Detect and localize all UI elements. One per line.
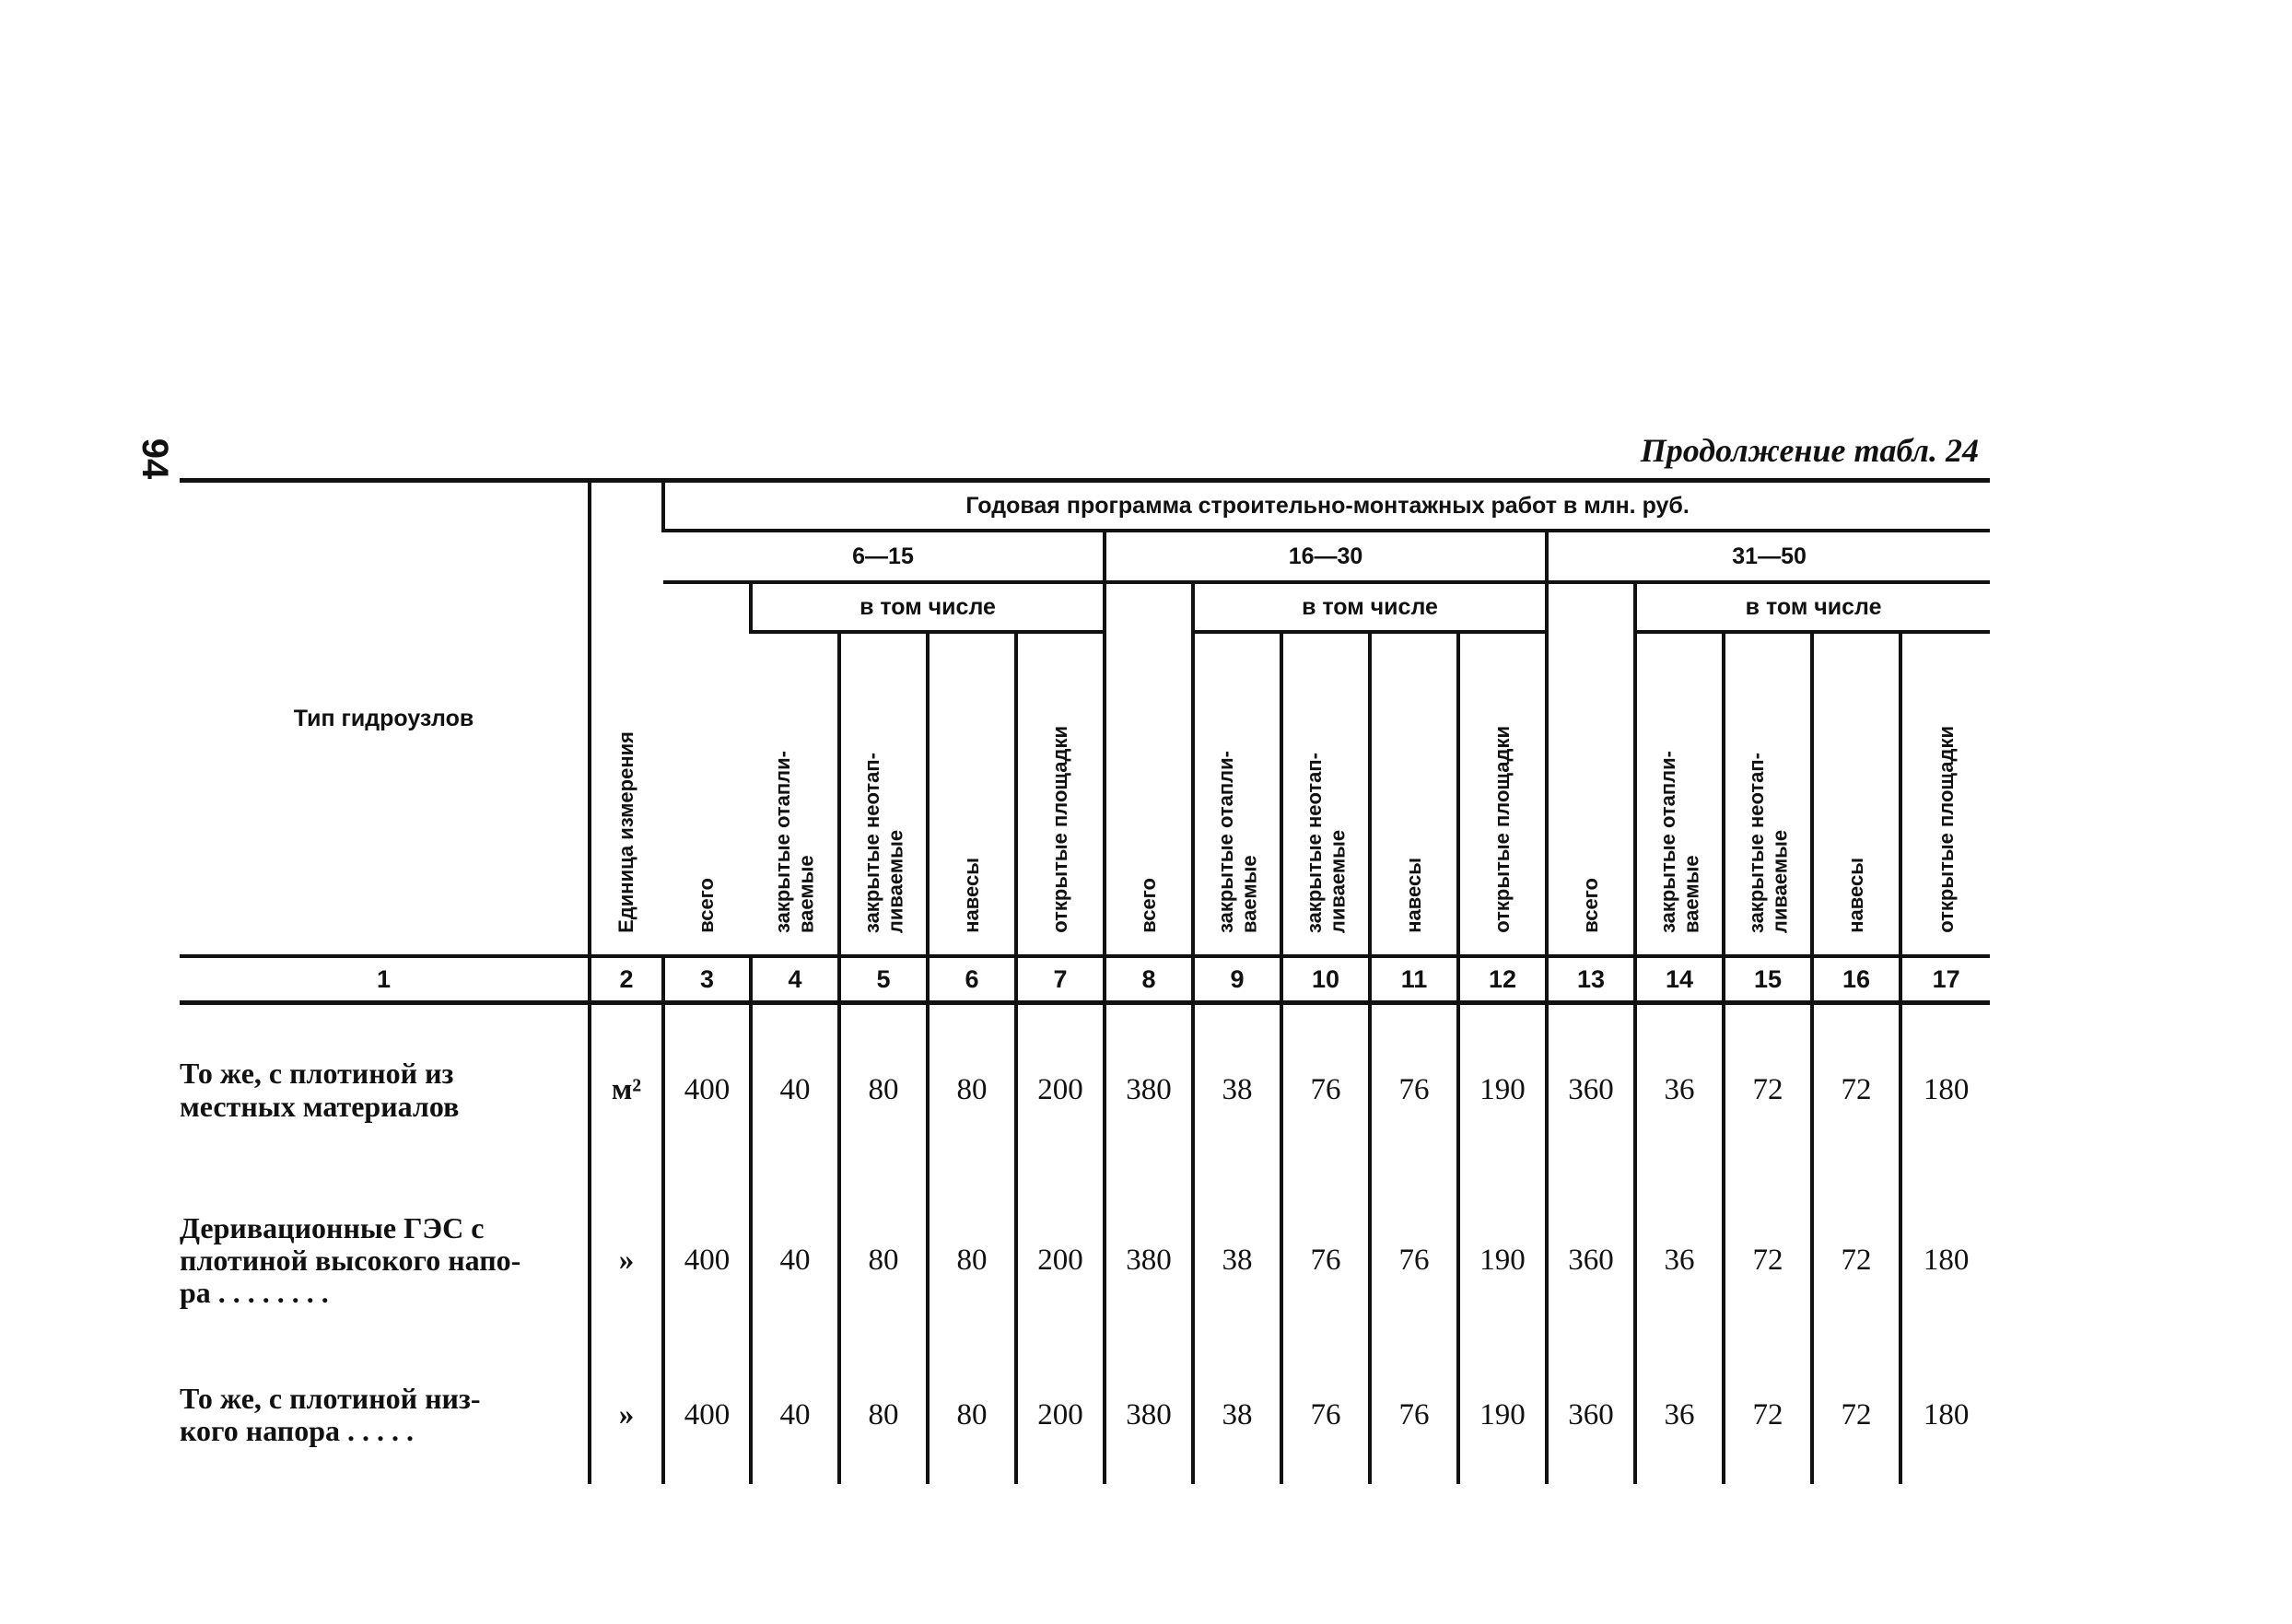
header-total: всего — [1105, 582, 1193, 956]
table-cell: 76 — [1370, 1346, 1458, 1484]
row-unit: » — [590, 1346, 663, 1484]
table-cell: 80 — [839, 1175, 928, 1346]
table-cell: 400 — [663, 1003, 751, 1176]
table-cell: 38 — [1193, 1003, 1281, 1176]
header-open: открытые площадки — [1900, 632, 1990, 956]
table-cell: 180 — [1900, 1003, 1990, 1176]
column-number: 15 — [1724, 956, 1812, 1003]
table-cell: 36 — [1635, 1175, 1724, 1346]
header-including: в том числе — [751, 582, 1105, 632]
header-sheds: навесы — [1370, 632, 1458, 956]
page-number: 94 — [134, 438, 175, 480]
column-number: 8 — [1105, 956, 1193, 1003]
header-range-1: 6—15 — [663, 531, 1105, 582]
column-number: 17 — [1900, 956, 1990, 1003]
table-cell: 36 — [1635, 1346, 1724, 1484]
column-number-row — [180, 956, 1990, 1003]
row-unit: м² — [590, 1003, 663, 1176]
table-cell: 36 — [1635, 1003, 1724, 1176]
table-cell: 360 — [1547, 1346, 1635, 1484]
header-including: в том числе — [1635, 582, 1990, 632]
table-cell: 400 — [663, 1175, 751, 1346]
row-label: То же, с плотиной низ- кого напора . . . . . — [180, 1381, 481, 1447]
table-cell: 80 — [928, 1346, 1016, 1484]
table-cell: 80 — [928, 1175, 1016, 1346]
table-cell: 76 — [1281, 1175, 1370, 1346]
header-unheated: закрытые неотап- ливаемые — [839, 632, 928, 956]
header-including: в том числе — [1193, 582, 1547, 632]
header-sheds: навесы — [1812, 632, 1900, 956]
header-range-3: 31—50 — [1547, 531, 1990, 582]
table-cell: 40 — [751, 1346, 839, 1484]
header-sheds: навесы — [928, 632, 1016, 956]
header-group-title: Годовая программа строительно-монтажных работ в млн. руб. — [663, 481, 1990, 532]
table-row — [180, 1346, 1990, 1484]
column-number: 2 — [590, 956, 663, 1003]
column-number: 3 — [663, 956, 751, 1003]
column-number: 6 — [928, 956, 1016, 1003]
table-cell: 40 — [751, 1003, 839, 1176]
column-number: 13 — [1547, 956, 1635, 1003]
table-cell: 380 — [1105, 1003, 1193, 1176]
column-number: 12 — [1458, 956, 1547, 1003]
table-cell: 72 — [1812, 1346, 1900, 1484]
header-unheated: закрытые неотап- ливаемые — [1724, 632, 1812, 956]
header-open: открытые площадки — [1458, 632, 1547, 956]
table-cell: 38 — [1193, 1175, 1281, 1346]
table-cell: 72 — [1724, 1175, 1812, 1346]
table-cell: 190 — [1458, 1175, 1547, 1346]
header-total: всего — [1547, 582, 1635, 956]
table-cell: 400 — [663, 1346, 751, 1484]
table-continuation-caption: Продолжение табл. 24 — [1640, 432, 1979, 469]
header-unheated: закрытые неотап- ливаемые — [1281, 632, 1370, 956]
column-number: 1 — [180, 956, 590, 1003]
table-cell: 360 — [1547, 1175, 1635, 1346]
table-cell: 72 — [1812, 1175, 1900, 1346]
table-cell: 180 — [1900, 1346, 1990, 1484]
table-cell: 38 — [1193, 1346, 1281, 1484]
column-number: 14 — [1635, 956, 1724, 1003]
column-number: 16 — [1812, 956, 1900, 1003]
header-unit: Единица измерения — [590, 481, 663, 957]
table-cell: 72 — [1724, 1346, 1812, 1484]
table-cell: 76 — [1281, 1003, 1370, 1176]
header-type: Тип гидроузлов — [180, 481, 590, 957]
table-cell: 190 — [1458, 1003, 1547, 1176]
header-heated: закрытые отапли- ваемые — [1193, 632, 1281, 956]
column-number: 5 — [839, 956, 928, 1003]
column-number: 4 — [751, 956, 839, 1003]
header-total: всего — [694, 878, 718, 933]
table-cell: 76 — [1370, 1175, 1458, 1346]
row-label: То же, с плотиной из местных материалов — [180, 1057, 460, 1123]
table-cell: 80 — [839, 1346, 928, 1484]
column-number: 7 — [1016, 956, 1105, 1003]
table-cell: 40 — [751, 1175, 839, 1346]
data-table — [180, 478, 1990, 1484]
row-label: Деривационные ГЭС с плотиной высокого напо- ра . . . . . . . . — [180, 1210, 521, 1310]
row-unit: » — [590, 1175, 663, 1346]
table-row — [180, 1175, 1990, 1346]
table-cell: 180 — [1900, 1175, 1990, 1346]
table-cell: 380 — [1105, 1346, 1193, 1484]
table-cell: 72 — [1812, 1003, 1900, 1176]
table-cell: 200 — [1016, 1346, 1105, 1484]
table-cell: 80 — [928, 1003, 1016, 1176]
table-cell: 80 — [839, 1003, 928, 1176]
column-number: 10 — [1281, 956, 1370, 1003]
header-range-2: 16—30 — [1105, 531, 1547, 582]
header-heated: закрытые отапли- ваемые — [770, 750, 817, 933]
header-open: открытые площадки — [1016, 632, 1105, 956]
table-cell: 200 — [1016, 1175, 1105, 1346]
table-cell: 190 — [1458, 1346, 1547, 1484]
table-cell: 76 — [1370, 1003, 1458, 1176]
column-number: 9 — [1193, 956, 1281, 1003]
table-cell: 360 — [1547, 1003, 1635, 1176]
table-cell: 200 — [1016, 1003, 1105, 1176]
table-cell: 72 — [1724, 1003, 1812, 1176]
column-number: 11 — [1370, 956, 1458, 1003]
header-heated: закрытые отапли- ваемые — [1635, 632, 1724, 956]
table-cell: 380 — [1105, 1175, 1193, 1346]
table-row — [180, 1003, 1990, 1176]
table-cell: 76 — [1281, 1346, 1370, 1484]
